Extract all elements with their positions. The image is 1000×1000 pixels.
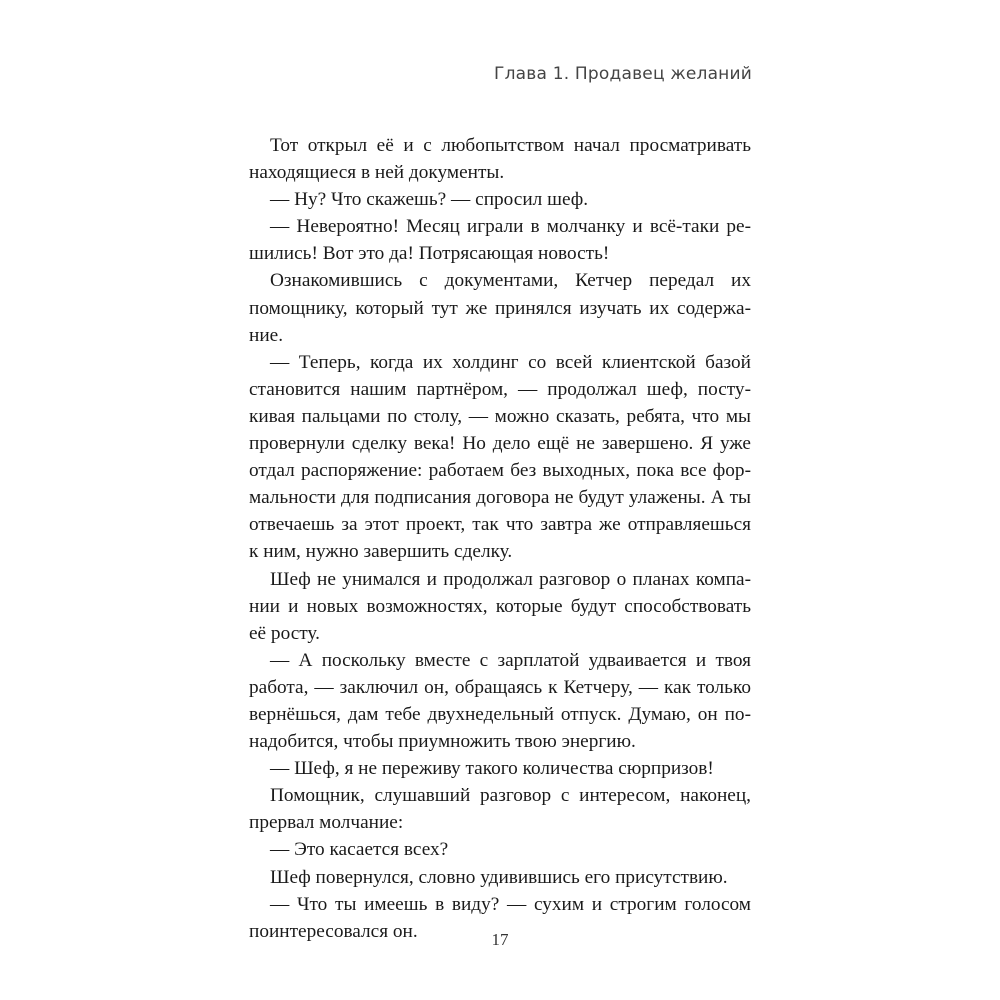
text-line: кивая пальцами по столу, — можно сказать, ребята, что мы: [249, 405, 751, 427]
body-text: [249, 132, 751, 945]
text-line: помощнику, который тут же принялся изучать их содержа-: [249, 297, 751, 319]
text-line: Помощник, слушавший разговор с интересом, наконец,: [270, 785, 751, 807]
text-line: Шеф повернулся, словно удивившись его присутствию.: [270, 866, 728, 888]
running-head: Глава 1. Продавец желаний: [494, 64, 752, 84]
text-line: работа, — заключил он, обращаясь к Кетчеру, — как только: [249, 676, 751, 698]
text-line: находящиеся в ней документы.: [249, 162, 505, 184]
text-line: вернёшься, дам тебе двухнедельный отпуск. Думаю, он по-: [249, 703, 751, 725]
text-line: ние.: [249, 324, 284, 346]
text-line: — Это касается всех?: [270, 839, 449, 861]
text-line: — Что ты имеешь в виду? — сухим и строгим голосом: [270, 893, 751, 915]
text-line: становится нашим партнёром, — продолжал шеф, посту-: [249, 378, 751, 400]
text-line: — Теперь, когда их холдинг со всей клиентской базой: [270, 351, 751, 373]
text-line: — А поскольку вместе с зарплатой удваивается и твоя: [270, 649, 751, 671]
text-line: её росту.: [249, 622, 320, 644]
text-line: отвечаешь за этот проект, так что завтра же отправляешься: [249, 514, 751, 536]
text-line: Шеф не унимался и продолжал разговор о планах компа-: [270, 568, 751, 590]
text-line: мальности для подписания договора не будут улажены. А ты: [249, 487, 751, 509]
text-line: Тот открыл её и с любопытством начал просматривать: [270, 135, 751, 156]
text-line: нии и новых возможностях, которые будут способствовать: [249, 595, 751, 617]
text-line: прервал молчание:: [249, 812, 404, 834]
text-line: шились! Вот это да! Потрясающая новость!: [249, 243, 610, 265]
text-line: — Ну? Что скажешь? — спросил шеф.: [270, 189, 589, 211]
text-line: — Невероятно! Месяц играли в молчанку и всё-таки ре-: [270, 216, 751, 238]
text-line: провернули сделку века! Но дело ещё не завершено. Я уже: [249, 433, 751, 455]
text-line: надобится, чтобы приумножить твою энергию.: [249, 731, 636, 753]
text-line: — Шеф, я не переживу такого количества сюрпризов!: [270, 758, 714, 780]
text-line: поинтересовался он.: [249, 920, 418, 942]
text-line: Ознакомившись с документами, Кетчер передал их: [270, 270, 751, 292]
text-line: к ним, нужно завершить сделку.: [249, 541, 513, 563]
text-line: отдал распоряжение: работаем без выходных, пока все фор-: [249, 460, 751, 482]
page-number: 17: [491, 930, 509, 949]
